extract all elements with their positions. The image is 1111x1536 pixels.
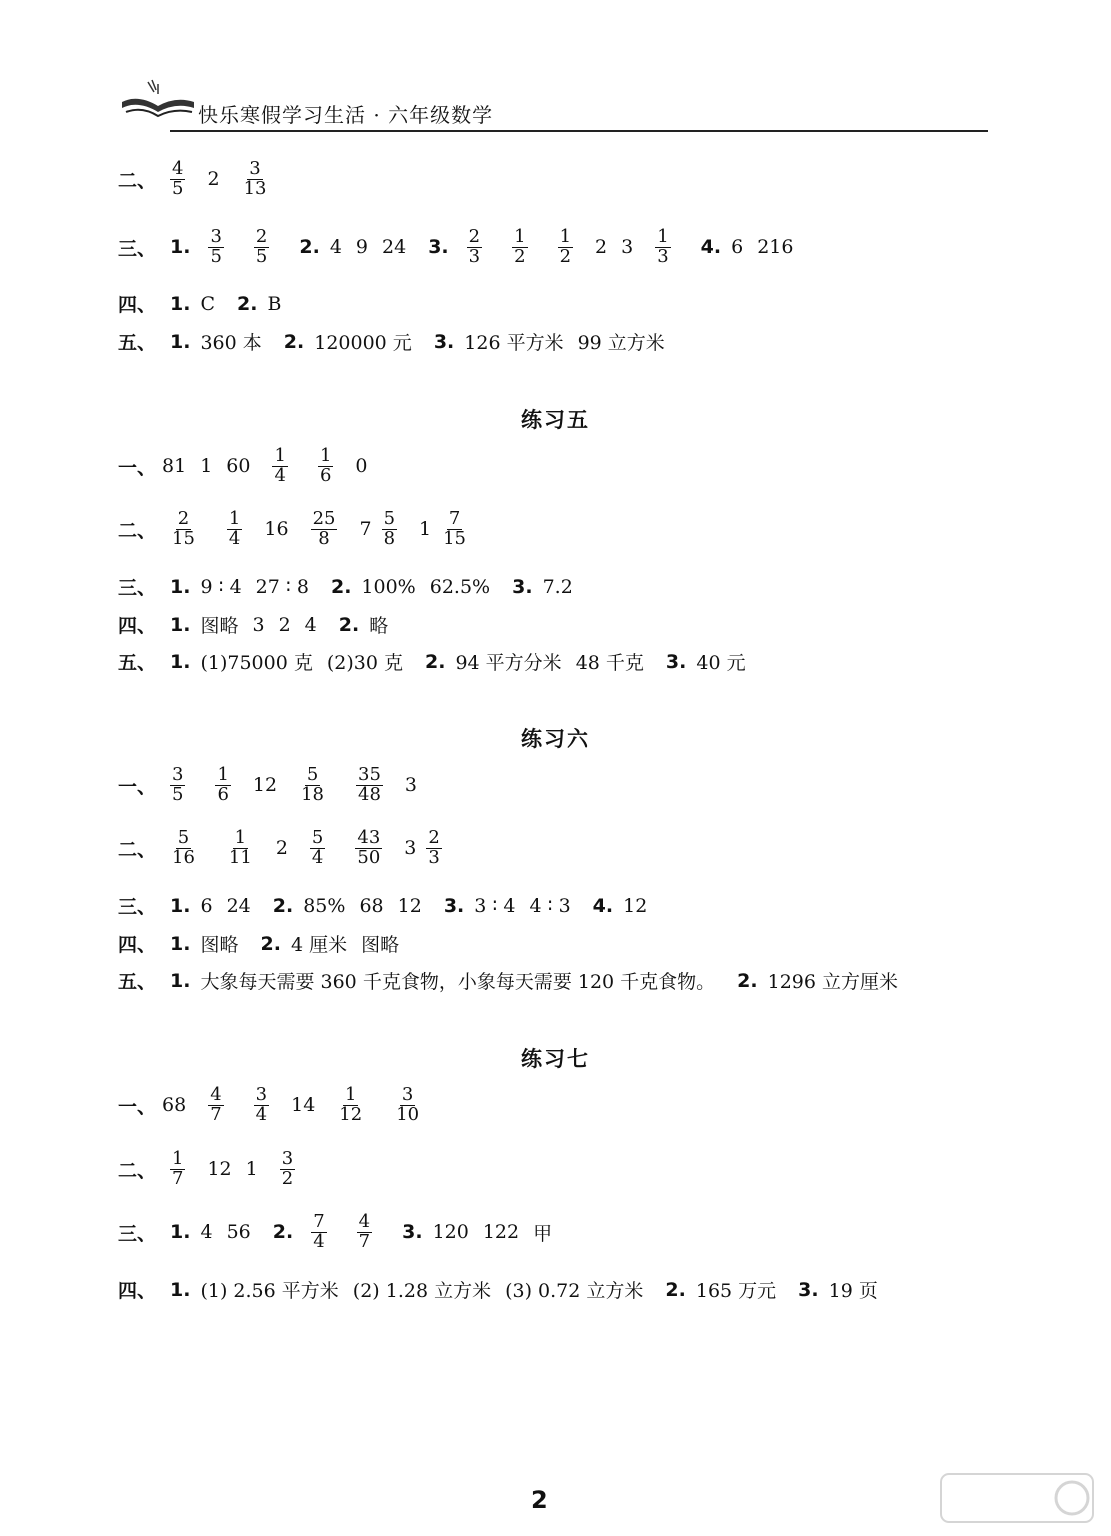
answer-value: 12 <box>207 1158 232 1181</box>
answer-value: 1 <box>200 455 213 478</box>
fraction <box>318 447 333 486</box>
fraction-denominator: 48 <box>358 783 381 805</box>
fraction-denominator: 2 <box>281 1167 294 1189</box>
question-number: 3. <box>433 330 455 353</box>
page-number: 2 <box>531 1486 548 1514</box>
answer-value: 略 <box>369 615 389 637</box>
answer-value: 27 ∶ 8 <box>255 575 309 598</box>
question-number: 1. <box>170 236 191 259</box>
mixed-whole: 1 <box>419 518 432 541</box>
fraction-group <box>219 510 250 549</box>
question-number: 1. <box>170 932 191 955</box>
question-number: 3. <box>402 1221 423 1244</box>
fraction <box>170 829 197 868</box>
fraction <box>355 829 382 868</box>
fraction-group <box>246 1086 277 1125</box>
fraction-numerator: 1 <box>228 508 241 529</box>
fraction-group <box>162 1150 193 1189</box>
answer-value: 2 <box>278 613 291 636</box>
question-number: 2. <box>737 969 758 992</box>
answer-value: 99 立方米 <box>577 332 665 354</box>
fraction-denominator: 15 <box>443 527 467 549</box>
fraction-denominator: 6 <box>217 783 229 805</box>
answer-line <box>118 967 906 994</box>
question-number: 2. <box>299 236 320 259</box>
question-number: 1. <box>170 613 191 636</box>
question-number: 4. <box>700 236 722 259</box>
answer-value: 3 ∶ 4 <box>474 894 516 917</box>
answer-value: 40 元 <box>696 652 746 674</box>
fraction <box>337 1086 364 1125</box>
fraction <box>357 1213 372 1252</box>
fraction-group <box>310 447 341 486</box>
fraction-numerator: 35 <box>358 764 381 785</box>
fraction-numerator: 1 <box>234 827 247 848</box>
fraction-group <box>246 228 277 267</box>
answer-value: 12 <box>397 894 422 917</box>
fraction-denominator: 7 <box>172 1167 184 1189</box>
fraction <box>311 1213 326 1252</box>
fraction-group <box>207 766 238 805</box>
header-rule <box>170 130 988 132</box>
answer-line <box>118 829 458 868</box>
fraction-numerator: 4 <box>358 1211 371 1232</box>
answer-value: 3 <box>621 236 634 259</box>
fraction-numerator: 5 <box>177 827 190 848</box>
fraction-numerator: 7 <box>448 508 461 529</box>
fraction-denominator: 4 <box>311 846 324 868</box>
book-icon <box>118 72 198 132</box>
fraction-group <box>347 829 390 868</box>
fraction-denominator: 3 <box>428 846 440 868</box>
fraction-denominator: 5 <box>210 245 222 267</box>
answer-value: 100% <box>361 575 416 598</box>
question-number: 2. <box>237 292 258 315</box>
answer-label: 五、 <box>118 652 157 674</box>
answer-value: 6 <box>731 236 744 259</box>
fraction-group <box>647 228 678 267</box>
question-number: 2. <box>330 575 352 598</box>
fraction-group <box>504 228 535 267</box>
answer-value: 4 厘米 <box>290 934 348 956</box>
fraction-denominator: 10 <box>396 1103 420 1125</box>
section-heading: 练习六 <box>521 727 590 751</box>
fraction-denominator: 7 <box>210 1103 222 1125</box>
fraction-numerator: 5 <box>306 764 319 785</box>
answer-value: (2)30 克 <box>326 652 404 674</box>
answer-label: 三、 <box>118 1222 157 1245</box>
question-number: 2. <box>283 330 305 353</box>
mixed-whole: 3 <box>404 837 417 860</box>
answer-value: 1296 立方厘米 <box>767 971 899 993</box>
page-header <box>118 70 988 140</box>
watermark-logo <box>937 1468 1097 1528</box>
answer-line <box>118 228 801 267</box>
answer-value: 16 <box>264 518 289 541</box>
fraction-denominator: 18 <box>301 783 325 805</box>
answer-value: 1 <box>245 1158 258 1181</box>
fraction-group <box>303 1213 334 1252</box>
answer-value: 122 <box>482 1221 520 1244</box>
fraction-numerator: 1 <box>514 226 526 247</box>
fraction-group <box>200 228 231 267</box>
fraction-denominator: 13 <box>243 177 267 199</box>
fraction-group <box>264 447 295 486</box>
question-number: 3. <box>428 236 449 259</box>
fraction-group <box>386 1086 429 1125</box>
answer-value: 4 <box>304 613 317 636</box>
fraction-numerator: 3 <box>210 226 222 247</box>
question-number: 3. <box>798 1278 819 1301</box>
fraction <box>299 766 326 805</box>
fraction-group <box>550 228 581 267</box>
fraction <box>170 766 185 805</box>
answer-value: 360 本 <box>200 332 262 354</box>
header-title: 快乐寒假学习生活 · 六年级数学 <box>198 103 494 127</box>
answer-value: 56 <box>226 1221 251 1244</box>
answer-label: 二、 <box>118 1159 157 1182</box>
answer-value: 94 平方分米 <box>455 652 562 674</box>
answer-label: 五、 <box>118 971 157 993</box>
answer-value: 120000 元 <box>314 332 412 354</box>
answer-value: 62.5% <box>429 575 491 598</box>
fraction-denominator: 12 <box>339 1103 363 1125</box>
fraction <box>254 228 269 267</box>
mixed-whole: 7 <box>359 518 372 541</box>
answer-line <box>118 573 581 600</box>
answer-value: 0 <box>355 455 368 478</box>
question-number: 1. <box>170 575 191 598</box>
answer-value: 图略 <box>361 934 400 956</box>
fraction-group <box>459 228 490 267</box>
question-number: 1. <box>170 330 191 353</box>
fraction-numerator: 2 <box>177 508 190 529</box>
fraction-denominator: 11 <box>228 846 252 868</box>
answer-value: 81 <box>162 455 187 478</box>
fraction-group <box>404 829 450 868</box>
fraction-group <box>329 1086 372 1125</box>
fraction-group <box>302 829 333 868</box>
fraction-denominator: 2 <box>514 245 526 267</box>
answer-label: 一、 <box>118 775 157 798</box>
fraction-numerator: 1 <box>217 764 229 785</box>
fraction <box>170 1150 185 1189</box>
answer-value: 24 <box>382 236 407 259</box>
answer-value: 3 <box>404 774 418 797</box>
fraction <box>655 228 670 267</box>
answer-value: 图略 <box>200 615 239 637</box>
fraction-group <box>200 1086 231 1125</box>
answer-value: 2 <box>595 236 608 259</box>
fraction <box>356 766 383 805</box>
question-number: 1. <box>170 894 191 917</box>
fraction <box>394 1086 421 1125</box>
fraction-numerator: 1 <box>319 445 332 466</box>
answer-value: 126 平方米 <box>464 332 564 354</box>
answer-value: 12 <box>252 774 278 797</box>
section-heading: 练习七 <box>521 1047 590 1071</box>
answer-value: 216 <box>757 236 794 259</box>
question-number: 2. <box>425 650 446 673</box>
fraction-group <box>291 766 334 805</box>
fraction-numerator: 3 <box>401 1084 414 1105</box>
fraction-numerator: 3 <box>249 158 261 179</box>
fraction-denominator: 4 <box>228 527 241 549</box>
fraction-denominator: 3 <box>657 245 669 267</box>
answer-line <box>118 328 673 355</box>
answer-label: 三、 <box>118 237 157 260</box>
fraction <box>242 160 269 199</box>
fraction-denominator: 4 <box>255 1103 268 1125</box>
fraction-numerator: 7 <box>313 1211 325 1232</box>
answer-value: 14 <box>291 1094 316 1117</box>
fraction-denominator: 7 <box>358 1230 371 1252</box>
fraction-denominator: 3 <box>468 245 481 267</box>
fraction <box>382 510 397 549</box>
answer-value: 4 ∶ 3 <box>529 894 571 917</box>
question-number: 1. <box>170 650 191 673</box>
fraction <box>558 228 573 267</box>
question-number: 2. <box>272 894 294 917</box>
fraction-numerator: 3 <box>281 1148 294 1169</box>
fraction-numerator: 3 <box>172 764 184 785</box>
answer-line <box>118 648 754 675</box>
answer-line <box>118 1276 886 1303</box>
answer-label: 二、 <box>118 838 157 861</box>
answer-line <box>118 1213 560 1252</box>
question-number: 1. <box>170 1221 191 1244</box>
answer-value: (1) 2.56 平方米 <box>200 1280 339 1302</box>
fraction-group <box>419 510 476 549</box>
answer-line <box>118 160 284 199</box>
answer-value: 大象每天需要 360 千克食物，小象每天需要 120 千克食物。 <box>200 971 716 993</box>
answer-label: 四、 <box>118 294 157 316</box>
fraction-numerator: 1 <box>657 226 669 247</box>
fraction-numerator: 2 <box>428 827 440 848</box>
answer-value: (3) 0.72 立方米 <box>505 1280 644 1302</box>
fraction-denominator: 16 <box>172 846 195 868</box>
fraction-numerator: 43 <box>357 827 381 848</box>
fraction <box>170 510 197 549</box>
fraction-numerator: 4 <box>210 1084 222 1105</box>
answer-value: 60 <box>226 455 251 478</box>
fraction-numerator: 2 <box>255 226 268 247</box>
fraction-denominator: 4 <box>313 1230 325 1252</box>
fraction-denominator: 5 <box>255 245 268 267</box>
fraction-group <box>162 829 205 868</box>
answer-value: 165 万元 <box>695 1280 777 1302</box>
fraction <box>208 228 223 267</box>
answer-label: 三、 <box>118 577 157 599</box>
answer-value: 68 <box>162 1094 187 1117</box>
fraction-numerator: 1 <box>559 226 572 247</box>
answer-value: 12 <box>623 894 648 917</box>
answer-label: 一、 <box>118 456 157 479</box>
fraction-group <box>303 510 346 549</box>
fraction-denominator: 6 <box>319 464 332 486</box>
fraction-numerator: 1 <box>172 1148 184 1169</box>
answer-label: 四、 <box>118 1280 157 1302</box>
fraction <box>512 228 527 267</box>
answer-label: 五、 <box>118 332 157 354</box>
answer-line <box>118 1150 311 1189</box>
question-number: 2. <box>665 1278 686 1301</box>
fraction-denominator: 2 <box>559 245 572 267</box>
answer-value: 9 <box>355 236 369 259</box>
question-number: 4. <box>592 894 614 917</box>
answer-label: 一、 <box>118 1095 157 1118</box>
fraction <box>426 829 441 868</box>
fraction <box>441 510 468 549</box>
fraction-denominator: 8 <box>318 527 330 549</box>
answer-value: 19 页 <box>828 1280 878 1302</box>
answer-value: 4 <box>329 236 342 259</box>
question-number: 3. <box>512 575 533 598</box>
fraction-group <box>349 1213 380 1252</box>
fraction-denominator: 8 <box>383 527 396 549</box>
fraction-group <box>162 510 205 549</box>
fraction <box>227 829 254 868</box>
answer-label: 四、 <box>118 934 157 956</box>
answer-value: 甲 <box>533 1222 553 1245</box>
fraction-denominator: 15 <box>172 527 195 549</box>
fraction-group <box>234 160 277 199</box>
answer-label: 二、 <box>118 519 157 542</box>
fraction-group <box>162 160 193 199</box>
answer-value: 24 <box>226 894 251 917</box>
answer-value: 7.2 <box>542 575 573 598</box>
answer-line <box>118 892 655 919</box>
fraction <box>227 510 242 549</box>
question-number: 1. <box>170 969 191 992</box>
fraction <box>170 160 185 199</box>
fraction-denominator: 50 <box>357 846 381 868</box>
answer-value: (1)75000 克 <box>200 652 313 674</box>
answer-line <box>118 447 375 486</box>
fraction-group <box>162 766 193 805</box>
fraction-group <box>272 1150 303 1189</box>
fraction-group <box>359 510 405 549</box>
fraction-group <box>348 766 391 805</box>
fraction-numerator: 3 <box>255 1084 268 1105</box>
answer-value: 2 <box>207 168 220 191</box>
fraction <box>310 829 325 868</box>
question-number: 3. <box>665 650 687 673</box>
answer-value: B <box>267 292 282 315</box>
fraction-numerator: 1 <box>274 445 286 466</box>
question-number: 2. <box>272 1221 294 1244</box>
answer-line <box>118 766 425 805</box>
answer-line <box>118 1086 437 1125</box>
question-number: 3. <box>443 894 465 917</box>
answer-value: 9 ∶ 4 <box>200 575 242 598</box>
answer-value: 2 <box>275 837 288 860</box>
answer-value: 120 <box>432 1221 469 1244</box>
answer-label: 三、 <box>118 896 157 918</box>
answer-label: 四、 <box>118 615 157 637</box>
fraction-denominator: 5 <box>172 783 184 805</box>
fraction-numerator: 1 <box>345 1084 357 1105</box>
answer-line <box>118 611 396 638</box>
fraction <box>272 447 287 486</box>
answer-line <box>118 510 484 549</box>
answer-label: 二、 <box>118 169 157 192</box>
fraction <box>254 1086 269 1125</box>
section-heading: 练习五 <box>521 408 590 432</box>
answer-line <box>118 290 289 317</box>
answer-value: 图略 <box>200 934 239 956</box>
fraction-numerator: 5 <box>383 508 396 529</box>
answer-value: 3 <box>252 613 265 636</box>
answer-value: 68 <box>359 894 384 917</box>
fraction <box>208 1086 223 1125</box>
answer-value: 6 <box>200 894 213 917</box>
answer-value: C <box>200 292 216 315</box>
fraction-denominator: 4 <box>274 464 286 486</box>
fraction <box>280 1150 295 1189</box>
fraction-group <box>219 829 262 868</box>
answer-line <box>118 930 407 957</box>
question-number: 1. <box>170 1278 191 1301</box>
fraction <box>215 766 230 805</box>
fraction-denominator: 5 <box>172 177 184 199</box>
answer-value: 4 <box>200 1221 213 1244</box>
question-number: 2. <box>338 613 360 636</box>
question-number: 2. <box>260 932 281 955</box>
fraction-numerator: 2 <box>468 226 481 247</box>
fraction-numerator: 4 <box>172 158 184 179</box>
fraction-numerator: 5 <box>311 827 324 848</box>
fraction <box>467 228 482 267</box>
fraction <box>311 510 338 549</box>
answer-value: 85% <box>303 894 346 917</box>
answer-value: 48 千克 <box>575 652 644 674</box>
fraction-numerator: 25 <box>312 508 336 529</box>
answer-value: (2) 1.28 立方米 <box>352 1280 492 1302</box>
question-number: 1. <box>170 292 191 315</box>
